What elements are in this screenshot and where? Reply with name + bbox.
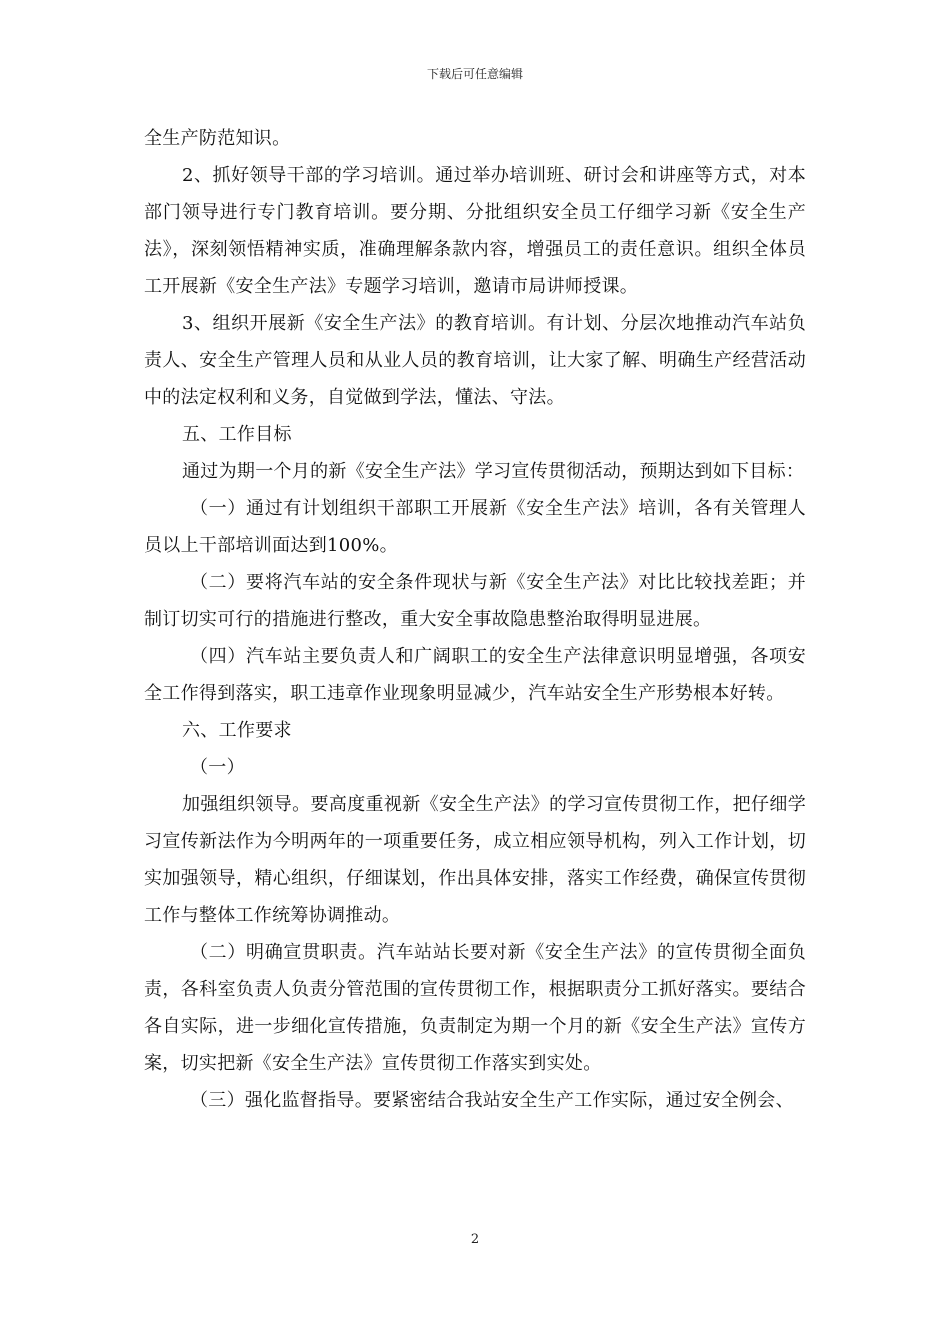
paragraph: （一）通过有计划组织干部职工开展新《安全生产法》培训，各有关管理人员以上干部培训面达到100%。: [144, 498, 806, 556]
section-heading: 六、工作要求: [182, 720, 292, 741]
paragraph: 2、抓好领导干部的学习培训。通过举办培训班、研讨会和讲座等方式，对本部门领导进行专门教育培训。要分期、分批组织安全员工仔细学习新《安全生产法》，深刻领悟精神实质，准确理解条款内容，增强员工的责任意识。组织全体员工开展新《安全生产法》专题学习培训，邀请市局讲师授课。: [144, 165, 806, 297]
paragraph: （二）明确宣贯职责。汽车站站长要对新《安全生产法》的宣传贯彻全面负责，各科室负责人负责分管范围的宣传贯彻工作，根据职责分工抓好落实。要结合各自实际，进一步细化宣传措施，负责制定为期一个月的新《安全生产法》宣传方案，切实把新《安全生产法》宣传贯彻工作落实到实处。: [144, 942, 806, 1074]
paragraph: 全生产防范知识。: [144, 128, 291, 149]
paragraph: （四）汽车站主要负责人和广阔职工的安全生产法律意识明显增强，各项安全工作得到落实，职工违章作业现象明显减少，汽车站安全生产形势根本好转。: [144, 646, 806, 704]
paragraph: （三）强化监督指导。要紧密结合我站安全生产工作实际，通过安全例会、: [190, 1090, 794, 1111]
page-number: 2: [470, 1232, 480, 1247]
subsection-marker: （一）: [190, 757, 245, 778]
paragraph: （二）要将汽车站的安全条件现状与新《安全生产法》对比比较找差距；并制订切实可行的措施进行整改，重大安全事故隐患整治取得明显进展。: [144, 572, 806, 630]
paragraph: 加强组织领导。要高度重视新《安全生产法》的学习宣传贯彻工作，把仔细学习宣传新法作为今明两年的一项重要任务，成立相应领导机构，列入工作计划，切实加强领导，精心组织，仔细谋划，作出具体安排，落实工作经费，确保宣传贯彻工作与整体工作统筹协调推动。: [144, 794, 806, 926]
page-header: 下载后可任意编辑: [426, 67, 523, 81]
section-heading: 五、工作目标: [182, 424, 292, 445]
document-body: [144, 120, 806, 1119]
paragraph: 通过为期一个月的新《安全生产法》学习宣传贯彻活动，预期达到如下目标：: [182, 461, 805, 482]
paragraph: 3、组织开展新《安全生产法》的教育培训。有计划、分层次地推动汽车站负责人、安全生产管理人员和从业人员的教育培训，让大家了解、明确生产经营活动中的法定权利和义务，自觉做到学法，懂法、守法。: [144, 313, 806, 408]
